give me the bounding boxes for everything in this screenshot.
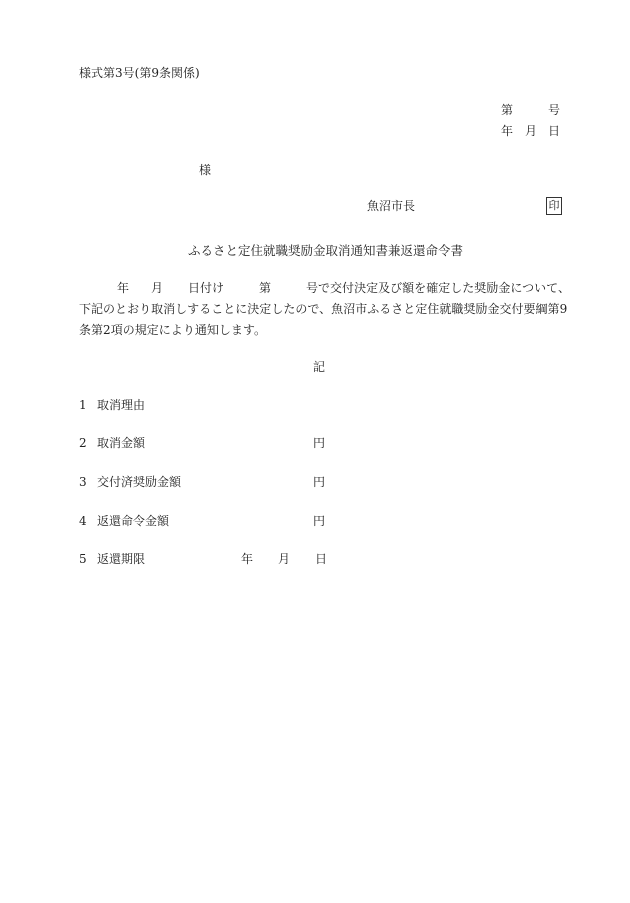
item-3-num: 3 bbox=[79, 475, 87, 489]
addressee-sama: 様 bbox=[199, 163, 212, 177]
item-4-num: 4 bbox=[79, 514, 87, 528]
form-label: 様式第3号(第9条関係) bbox=[79, 66, 200, 80]
doc-number-dai: 第 bbox=[501, 103, 514, 117]
item-5-nen: 年 bbox=[241, 552, 254, 566]
item-4-label: 返還命令金額 bbox=[97, 514, 170, 528]
doc-date-nen: 年 bbox=[501, 124, 514, 138]
document-title: ふるさと定住就職奨励金取消通知書兼返還命令書 bbox=[188, 243, 464, 258]
body-line3: 条第2項の規定により通知します。 bbox=[79, 323, 266, 337]
body-nen: 年 bbox=[117, 281, 130, 295]
item-1-label: 取消理由 bbox=[97, 398, 146, 412]
item-5-num: 5 bbox=[79, 552, 87, 566]
body-dai: 第 bbox=[259, 281, 272, 295]
item-4-unit: 円 bbox=[313, 514, 326, 528]
item-1-num: 1 bbox=[79, 398, 87, 412]
item-3-label: 交付済奨励金額 bbox=[97, 475, 182, 489]
body-hi: 日付け bbox=[188, 281, 225, 295]
body-tsuki: 月 bbox=[151, 281, 164, 295]
issuer-name: 魚沼市長 bbox=[367, 199, 416, 213]
item-2-label: 取消金額 bbox=[97, 436, 146, 450]
body-line2: 下記のとおり取消しすることに決定したので、魚沼市ふるさと定住就職奨励金交付要綱第9 bbox=[79, 302, 568, 316]
item-5-tsuki: 月 bbox=[278, 552, 291, 566]
doc-number-go: 号 bbox=[548, 103, 561, 117]
ki-heading: 記 bbox=[313, 360, 326, 374]
body-line1-rest: 号で交付決定及び額を確定した奨励金について、 bbox=[306, 281, 570, 295]
doc-date-hi: 日 bbox=[548, 124, 561, 138]
item-5-label: 返還期限 bbox=[97, 552, 146, 566]
item-2-unit: 円 bbox=[313, 436, 326, 450]
doc-date-tsuki: 月 bbox=[525, 124, 538, 138]
seal-stamp: 印 bbox=[546, 197, 562, 215]
item-5-hi: 日 bbox=[315, 552, 328, 566]
item-3-unit: 円 bbox=[313, 475, 326, 489]
item-2-num: 2 bbox=[79, 436, 87, 450]
